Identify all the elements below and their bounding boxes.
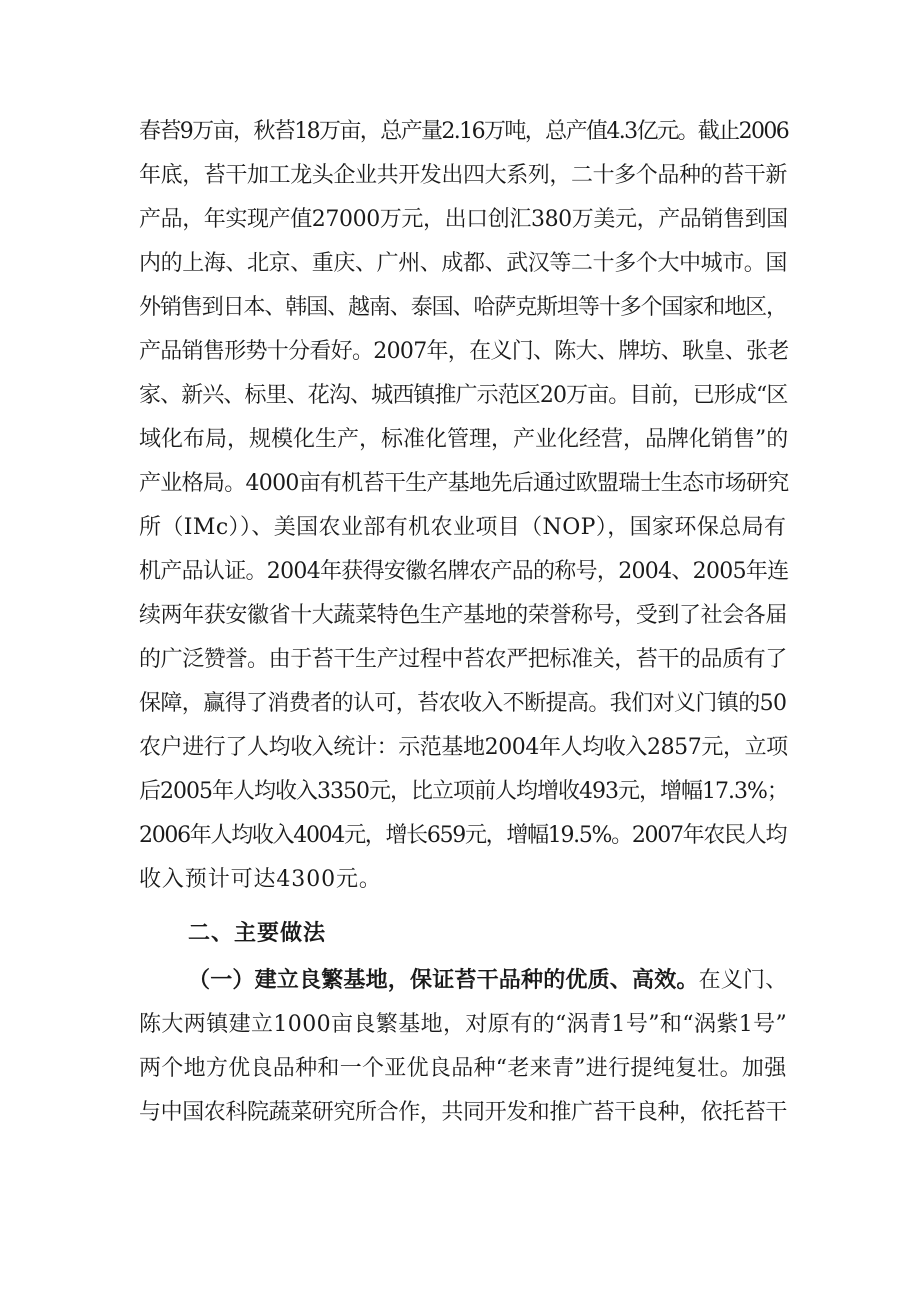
text-line: 收入预计可达4300元。: [139, 867, 382, 892]
text-line: 两个地方优良品种和一个亚优良品种“老来青”进行提纯复壮。加强: [139, 1056, 787, 1081]
text-line: 农户进行了人均收入统计：示范基地2004年人均收入2857元，立项: [139, 735, 788, 760]
text-line: 产业格局。4000亩有机苔干生产基地先后通过欧盟瑞士生态市场研究: [139, 471, 789, 496]
text-line: 陈大两镇建立1000亩良繁基地，对原有的“涡青1号”和“涡紫1号”: [139, 1012, 788, 1037]
subsection-first-line: [188, 959, 788, 1003]
text-line: 内的上海、北京、重庆、广州、成都、武汉等二十多个大中城市。国: [139, 251, 788, 276]
text-line: 所（IMc））、美国农业部有机农业项目（NOP），国家环保总局有: [139, 515, 787, 540]
text-line: 后2005年人均收入3350元，比立项前人均增收493元，增幅17.3%；: [139, 779, 788, 804]
text-line: 机产品认证。2004年获得安徽名牌农产品的称号，2004、2005年连: [139, 559, 789, 584]
text-line: 产品，年实现产值27000万元，出口创汇380万美元，产品销售到国: [139, 207, 788, 232]
text-line: 家、新兴、标里、花沟、城西镇推广示范区20万亩。目前，已形成“区: [139, 383, 788, 408]
text-line: 与中国农科院蔬菜研究所合作，共同开发和推广苔干良种，依托苔干: [139, 1100, 788, 1125]
section-heading: 二、主要做法: [188, 921, 327, 946]
text-line: 保障，赢得了消费者的认可，苔农收入不断提高。我们对义门镇的50: [139, 691, 787, 716]
text-line: 春苔9万亩，秋苔18万亩，总产量2.16万吨，总产值4.3亿元。截止2006: [139, 119, 789, 144]
text-line: 产品销售形势十分看好。2007年，在义门、陈大、牌坊、耿皇、张老: [139, 339, 789, 364]
text-line: 年底，苔干加工龙头企业共开发出四大系列，二十多个品种的苔干新: [139, 163, 788, 188]
text-line: 外销售到日本、韩国、越南、泰国、哈萨克斯坦等十多个国家和地区，: [139, 295, 787, 320]
text-line: 域化布局，规模化生产，标准化管理，产业化经营，品牌化销售”的: [139, 427, 789, 452]
text-line: 的广泛赞誉。由于苔干生产过程中苔农严把标准关，苔干的品质有了: [139, 647, 788, 672]
subsection-heading: （一）建立良繁基地，保证苔干品种的优质、高效。: [188, 968, 699, 993]
subsection-text: 在义门、: [698, 968, 788, 993]
text-line: 2006年人均收入4004元，增长659元，增幅19.5%。2007年农民人均: [139, 823, 787, 848]
text-line: 续两年获安徽省十大蔬菜特色生产基地的荣誉称号，受到了社会各届: [139, 603, 788, 628]
